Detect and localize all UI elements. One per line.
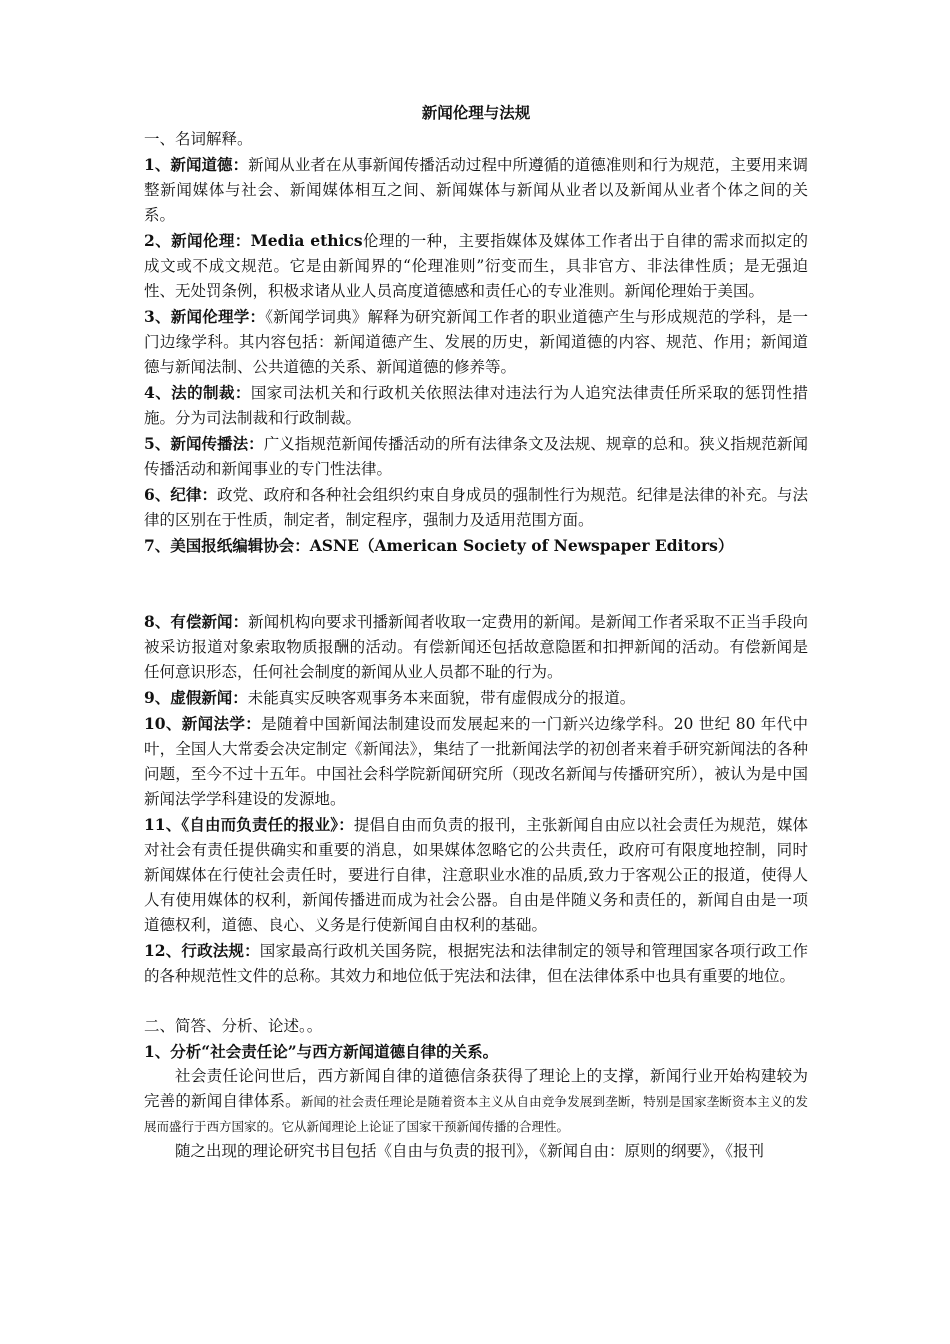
definition-text: 伦理的一种，主要指媒体及媒体工作者出于自律的需求而拟定的成文或不成文规范。它是由新闻界的“伦理准则”衍变而生，具非官方、非法律性质；是无强迫性、无处罚条例，积极求诸从业人员高度道德感和责任心的专业准则。新闻伦理始于美国。 (144, 232, 808, 300)
definition-entry (144, 380, 808, 431)
definition-entry (144, 533, 808, 559)
definition-term: 1、新闻道德： (144, 155, 249, 174)
definition-term: 9、虚假新闻： (144, 688, 248, 707)
definition-term: 10、新闻法学： (144, 714, 262, 733)
blank-space (144, 989, 808, 1014)
definition-term: 5、新闻传播法： (144, 434, 264, 453)
definition-entry (144, 304, 808, 380)
definition-term: 7、美国报纸编辑协会：ASNE（American Society of Newspaper Editors） (144, 536, 734, 555)
definition-term: 12、行政法规： (144, 941, 260, 960)
definition-entry (144, 482, 808, 533)
definition-entry (144, 609, 808, 685)
definition-entry (144, 938, 808, 989)
definition-term: 8、有偿新闻： (144, 612, 249, 631)
definition-term: 2、新闻伦理：Media ethics (144, 231, 363, 250)
definition-text: 国家最高行政机关国务院，根据宪法和法律制定的领导和管理国家各项行政工作的各种规范性文件的总称。其效力和地位低于宪法和法律，但在法律体系中也具有重要的地位。 (144, 942, 808, 985)
document-body (144, 100, 808, 1164)
definition-term: 3、新闻伦理学： (144, 307, 266, 326)
definition-entry (144, 711, 808, 812)
answer-paragraph: 随之出现的理论研究书目包括《自由与负责的报刊》，《新闻自由：原则的纲要》，《报刊 (175, 1142, 765, 1160)
section-heading-definitions: 一、名词解释。 (144, 130, 253, 148)
definition-term: 11、《自由而负责任的报业》： (144, 815, 354, 834)
definition-text: 新闻从业者在从事新闻传播活动过程中所遵循的道德准则和行为规范，主要用来调整新闻媒体与社会、新闻媒体相互之间、新闻媒体与新闻从业者以及新闻从业者个体之间的关系。 (144, 156, 808, 224)
definitions-list-part1 (144, 152, 808, 559)
blank-space (144, 559, 808, 609)
definition-text: 政党、政府和各种社会组织约束自身成员的强制性行为规范。纪律是法律的补充。与法律的区别在于性质，制定者，制定程序，强制力及适用范围方面。 (144, 486, 808, 529)
definition-entry (144, 152, 808, 228)
section-heading-questions: 二、简答、分析、论述。。 (144, 1017, 323, 1035)
definition-text: 未能真实反映客观事务本来面貌，带有虚假成分的报道。 (247, 689, 636, 707)
definition-term: 6、纪律： (144, 485, 218, 504)
definition-text: 国家司法机关和行政机关依照法律对违法行为人追究法律责任所采取的惩罚性措施。分为司法制裁和行政制裁。 (144, 384, 808, 427)
definition-entry (144, 812, 808, 938)
answer-paragraph (144, 1064, 808, 1139)
document-title: 新闻伦理与法规 (421, 103, 531, 122)
definition-text: 广义指规范新闻传播活动的所有法律条文及法规、规章的总和。狭义指规范新闻传播活动和新闻事业的专门性法律。 (144, 435, 808, 478)
definition-text: 提倡自由而负责的报刊，主张新闻自由应以社会责任为规范，媒体对社会有责任提供确实和重要的消息，如果媒体忽略它的公共责任，政府可有限度地控制，同时新闻媒体在行使社会责任时，要进行自律，注意职业水准的品质,致力于客观公正的报道，使得人人有使用媒体的权利，新闻传播进而成为社会公器。自由是伴随义务和责任的，新闻自由是一项道德权利，道德、良心、义务是行使新闻自由权利的基础。 (144, 816, 808, 934)
definition-term: 4、法的制裁： (144, 383, 251, 402)
definition-entry (144, 685, 808, 711)
definition-text: 新闻机构向要求刊播新闻者收取一定费用的新闻。是新闻工作者采取不正当手段向被采访报道对象索取物质报酬的活动。有偿新闻还包括故意隐匿和扣押新闻的活动。有偿新闻是任何意识形态，任何社会制度的新闻从业人员都不耻的行为。 (144, 613, 808, 681)
question-heading: 1、分析“社会责任论”与西方新闻道德自律的关系。 (144, 1042, 499, 1061)
definition-text: 是随着中国新闻法制建设而发展起来的一门新兴边缘学科。20 世纪 80 年代中叶，全国人大常委会决定制定《新闻法》，集结了一批新闻法学的初创者来着手研究新闻法的各种问题，至今不过十五年。中国社会科学院新闻研究所（现改名新闻与传播研究所），被认为是中国新闻法学学科建设的发源地。 (144, 715, 808, 808)
answer-text: 社会责任论问世后，西方新闻自律的道德信条获得了理论上的支撑，新闻行业开始构建较为完善的新闻自律体系。 (144, 1067, 808, 1110)
definition-text: 《新闻学词典》解释为研究新闻工作者的职业道德产生与形成规范的学科，是一门边缘学科。其内容包括：新闻道德产生、发展的历史，新闻道德的内容、规范、作用；新闻道德与新闻法制、公共道德的关系、新闻道德的修养等。 (144, 308, 808, 376)
answer-small-text: 新闻的社会责任理论是随着资本主义从自由竞争发展到垄断，特别是国家垄断资本主义的发展而盛行于西方国家的。它从新闻理论上论证了国家干预新闻传播的合理性。 (144, 1094, 808, 1134)
definition-entry (144, 228, 808, 304)
definitions-list-part2 (144, 609, 808, 989)
definition-entry (144, 431, 808, 482)
